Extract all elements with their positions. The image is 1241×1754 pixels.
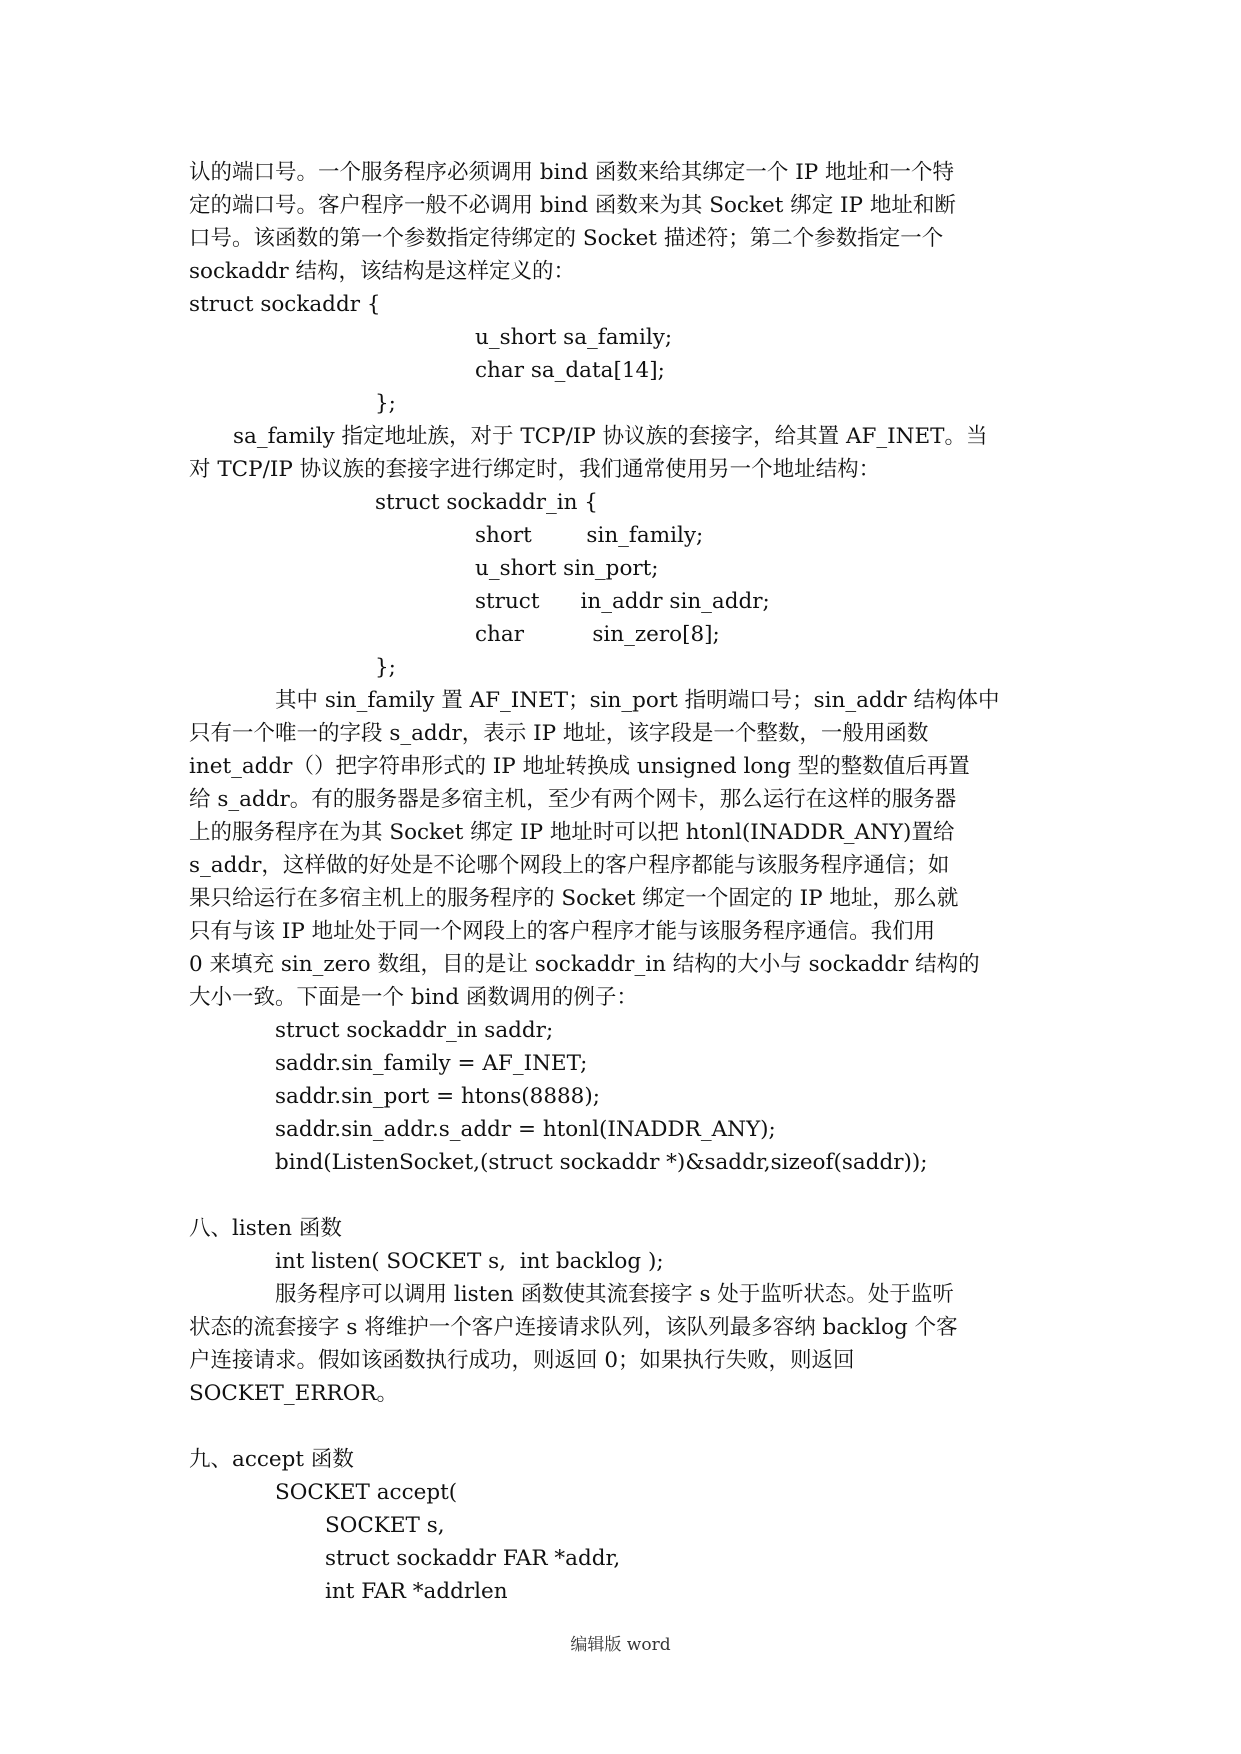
- code-line: short sin_family;: [475, 523, 704, 548]
- page-body: [189, 156, 1069, 1608]
- page-footer: 编辑版 word: [570, 1635, 671, 1655]
- text-line: 定的端口号。客户程序一般不必调用 bind 函数来为其 Socket 绑定 IP 地址和断: [189, 193, 956, 218]
- text-line: inet_addr（）把字符串形式的 IP 地址转换成 unsigned long 型的整数值后再置: [189, 754, 970, 779]
- text-line: 只有一个唯一的字段 s_addr，表示 IP 地址，该字段是一个整数，一般用函数: [189, 721, 929, 746]
- code-line: saddr.sin_family = AF_INET;: [275, 1051, 588, 1076]
- code-line: saddr.sin_addr.s_addr = htonl(INADDR_ANY);: [275, 1117, 776, 1142]
- text-line: 认的端口号。一个服务程序必须调用 bind 函数来给其绑定一个 IP 地址和一个特: [189, 160, 955, 185]
- code-line: };: [375, 655, 396, 680]
- text-line: 上的服务程序在为其 Socket 绑定 IP 地址时可以把 htonl(INADDR_ANY)置给: [189, 820, 955, 845]
- text-line: 状态的流套接字 s 将维护一个客户连接请求队列，该队列最多容纳 backlog 个客: [189, 1315, 958, 1340]
- blank-line: [189, 1179, 1069, 1212]
- text-line: 口号。该函数的第一个参数指定待绑定的 Socket 描述符；第二个参数指定一个: [189, 226, 944, 251]
- text-line: 八、listen 函数: [189, 1216, 342, 1241]
- text-line: 户连接请求。假如该函数执行成功，则返回 0；如果执行失败，则返回: [189, 1348, 855, 1373]
- text-line: 0 来填充 sin_zero 数组，目的是让 sockaddr_in 结构的大小与 sockaddr 结构的: [189, 952, 980, 977]
- text-line: 其中 sin_family 置 AF_INET；sin_port 指明端口号；sin_addr 结构体中: [275, 688, 1000, 713]
- code-line: bind(ListenSocket,(struct sockaddr *)&saddr,sizeof(saddr));: [275, 1150, 928, 1175]
- text-line: 大小一致。下面是一个 bind 函数调用的例子：: [189, 985, 638, 1010]
- text-line: s_addr，这样做的好处是不论哪个网段上的客户程序都能与该服务程序通信；如: [189, 853, 950, 878]
- text-line: 只有与该 IP 地址处于同一个网段上的客户程序才能与该服务程序通信。我们用: [189, 919, 936, 944]
- code-line: char sa_data[14];: [475, 358, 665, 383]
- blank-line: [189, 1410, 1069, 1443]
- text-line: sockaddr 结构，该结构是这样定义的：: [189, 259, 576, 284]
- code-line: struct sockaddr_in {: [375, 490, 598, 515]
- text-line: SOCKET_ERROR。: [189, 1381, 399, 1406]
- code-line: saddr.sin_port = htons(8888);: [275, 1084, 600, 1109]
- code-line: SOCKET s,: [325, 1513, 445, 1538]
- code-line: struct sockaddr FAR *addr,: [325, 1546, 621, 1571]
- text-line: sa_family 指定地址族，对于 TCP/IP 协议族的套接字，给其置 AF_INET。当: [233, 424, 988, 449]
- text-line: 给 s_addr。有的服务器是多宿主机，至少有两个网卡，那么运行在这样的服务器: [189, 787, 957, 812]
- code-line: int FAR *addrlen: [325, 1579, 508, 1604]
- code-line: };: [375, 391, 396, 416]
- code-line: struct in_addr sin_addr;: [475, 589, 770, 614]
- code-line: int listen( SOCKET s, int backlog );: [275, 1249, 664, 1274]
- code-line: u_short sa_family;: [475, 325, 673, 350]
- code-line: u_short sin_port;: [475, 556, 659, 581]
- code-line: struct sockaddr_in saddr;: [275, 1018, 554, 1043]
- code-line: char sin_zero[8];: [475, 622, 720, 647]
- text-line: 果只给运行在多宿主机上的服务程序的 Socket 绑定一个固定的 IP 地址，那么就: [189, 886, 959, 911]
- text-line: 九、accept 函数: [189, 1447, 354, 1472]
- text-line: 对 TCP/IP 协议族的套接字进行绑定时，我们通常使用另一个地址结构：: [189, 457, 881, 482]
- text-line: 服务程序可以调用 listen 函数使其流套接字 s 处于监听状态。处于监听: [275, 1282, 954, 1307]
- code-line: SOCKET accept(: [275, 1480, 458, 1505]
- code-line: struct sockaddr {: [189, 292, 381, 317]
